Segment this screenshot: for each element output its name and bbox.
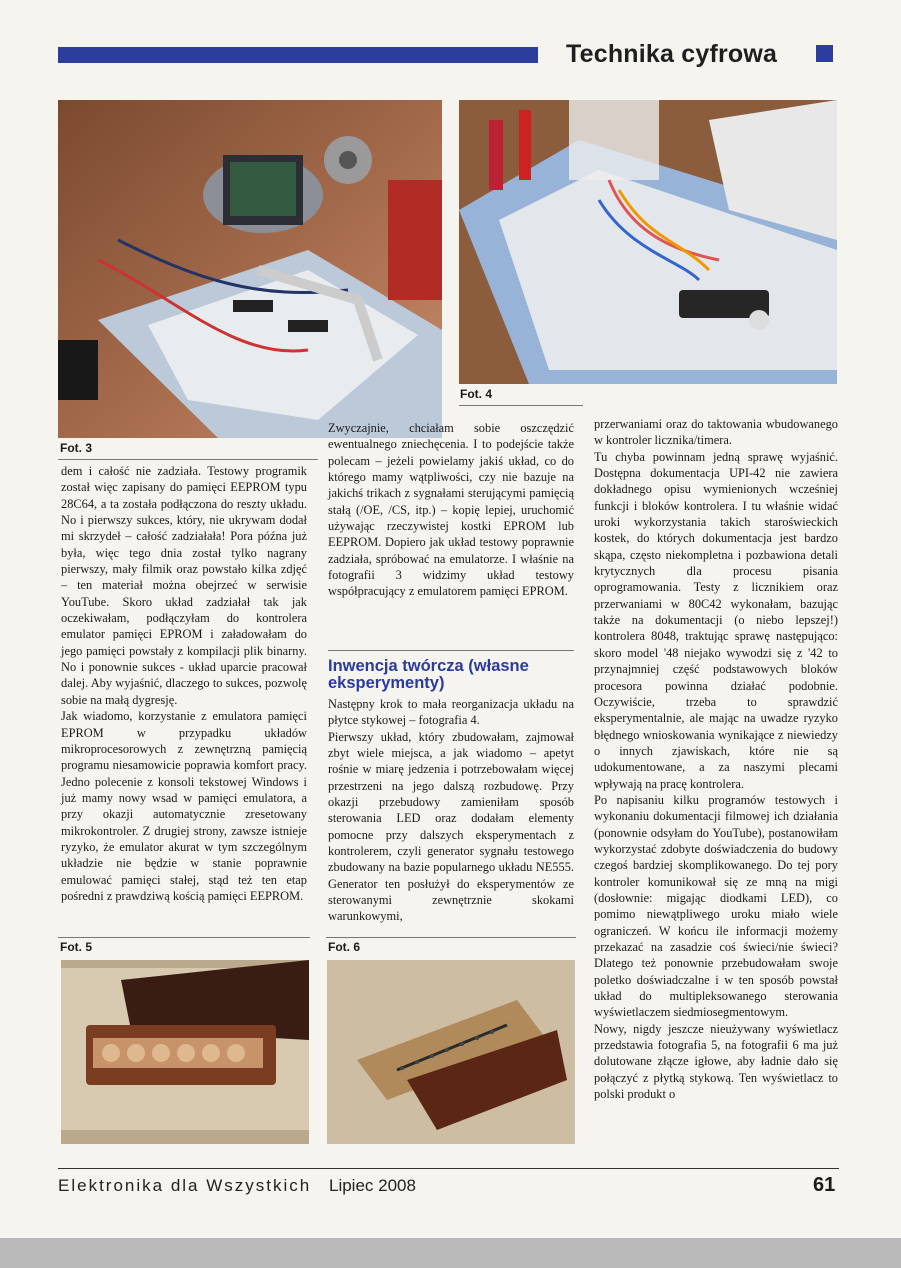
- section-rule: [328, 650, 574, 651]
- paragraph: Nowy, nigdy jeszcze nieużywany wyświetlacz przedstawia fotografia 5, na fotografii 6 ma już dolutowane złącze igłowe, aby ładnie dało się połączyć z płytką stykową. Ten wyświetlacz to polski produkt o: [594, 1021, 838, 1102]
- footer-issue: Lipiec 2008: [329, 1176, 416, 1195]
- caption-fot4: Fot. 4: [460, 387, 492, 401]
- caption-fot3: Fot. 3: [60, 441, 92, 455]
- header-bar: [58, 47, 538, 63]
- footer-rule: [58, 1168, 839, 1169]
- paragraph: Jak wiadomo, korzystanie z emulatora pamięci EPROM w przypadku układów mikroprocesorowych z zewnętrzną pamięcią programu niesamowicie poprawia komfort pracy. Jedno polecenie z konsoli tekstowej Windows i już mamy nowy wsad w pamięci emulatora, a przy okazji automatycznie zresetowany mikrokontroler. Z drugiej strony, zawsze istnieje ryzyko, że emulator akurat w tym szczególnym układzie nie będzie w stanie poprawnie emulować pamięci stałej, stąd też ten etap pośredni z prawdziwą kością pamięci EEPROM.: [61, 709, 307, 903]
- paragraph: Zwyczajnie, chciałam sobie oszczędzić ewentualnego zniechęcenia. I to podejście także polecam – jeżeli powielamy jakiś układ, co do którego mamy wątpliwości, czy nie bazuje na jakichś trikach z sygnałami sterującymi pamięcią stałą (/OE, /CS, itp.) – kopię lepiej, uruchomić używając rzeczywistej kostki EPROM lub EEPROM. Dopiero jak układ testowy poprawnie zadziała, spróbować na emulatorze. I właśnie na fotografii 3 widzimy układ testowy współpracujący z emulatorem pamięci EPROM.: [328, 421, 574, 599]
- caption-rule: [58, 937, 310, 938]
- caption-fot6: Fot. 6: [328, 940, 360, 954]
- section-title: Technika cyfrowa: [566, 40, 778, 68]
- page-number: 61: [813, 1174, 836, 1196]
- paragraph: przerwaniami oraz do taktowania wbudowanego w kontroler licznika/timera.: [594, 417, 838, 448]
- column-2-text-bottom: [328, 696, 574, 925]
- scan-edge: [0, 1238, 901, 1268]
- photo-6: [327, 960, 575, 1144]
- column-2-text: [328, 420, 574, 600]
- section-heading: Inwencja twórcza (własne eksperymenty): [328, 657, 529, 692]
- photo-4: [459, 100, 837, 384]
- photo-3: [58, 100, 442, 438]
- paragraph: Tu chyba powinnam jedną sprawę wyjaśnić. Dostępna dokumentacja UPI-42 nie zawiera dokładnego opisu wymienionych wcześniej funkcji i bloków kontrolera. I tu właśnie widać uroki wykorzystania takich staroświeckich kostek, do których dokumentacja jest bardzo skąpa, często niekompletna i pozbawiona detali krytycznych dla procesu pisania oprogramowania. Testy z licznikiem oraz przerwaniami w 80C42 wykonałam, bazując także na dokumentacji (o niebo lepszej!) kontrolera 8048, traktując sprawę następująco: skoro model '48 niejako wywodzi się z '42 to przynajmniej część podstawowych bloków procesora powinna działać podobnie. Oczywiście, trzeba to sprawdzić eksperymentalnie, ale mając na uwadze ryzyko błędnego wnioskowania wynikające z niewiedzy o innych zjawiskach, które nie są udokumentowane, a za naszymi plecami wpływają na pracę kontrolera.: [594, 449, 838, 791]
- paragraph: Następny krok to mała reorganizacja układu na płytce stykowej – fotografia 4.: [328, 697, 574, 728]
- footer-magazine: Elektronika dla Wszystkich: [58, 1176, 312, 1195]
- column-3-text: [594, 416, 838, 1102]
- caption-rule: [459, 405, 583, 406]
- paragraph: Pierwszy układ, który zbudowałam, zajmował zbyt wiele miejsca, a jak wiadomo – apetyt rośnie w miarę jedzenia i potrzebowałam więcej przestrzeni na jego dalszą rozbudowę. Przy okazji przebudowy zamieniłam sposób sterowania LED oraz dodałam elementy pomocne przy dalszych eksperymentach z kontrolerem, czyli generator sygnału testowego zbudowany na bazie popularnego układu NE555. Generator ten posłużył do eksperymentów ze sterowanymi zewnętrznie skokami warunkowymi,: [328, 729, 574, 924]
- caption-rule: [58, 459, 318, 460]
- photo-5: [61, 960, 309, 1144]
- header-square: [816, 45, 833, 62]
- caption-fot5: Fot. 5: [60, 940, 92, 954]
- column-1-text: [61, 463, 307, 904]
- paragraph: Po napisaniu kilku programów testowych i wykonaniu dokumentacji filmowej ich działania (ponownie odsyłam do YouTube), postanowiłam wykorzystać zdobyte doświadczenia do budowy czegoś bardziej skomplikowanego. Do tej pory kontroler komunikował się ze mną na migi (dosłownie: migając diodkami LED), co pomimo niewątpliwego uroku miało wiele ograniczeń. W końcu ile informacji możemy przekazać na zasadzie coś świeci/nie świeci? Dlatego też ponownie przebudowałam swoje poletko doświadczalne i w ten sposób powstał układ do multipleksowanego sterowania wyświetlaczem siedmiosegmentowym.: [594, 792, 838, 1020]
- paragraph: dem i całość nie zadziała. Testowy programik został więc zapisany do pamięci EEPROM typu 28C64, a ta została podłączona do reszty układu. No i pierwszy sukces, który, nie ukrywam dodał mi skrzydeł – całość zadziałała! Pora późna już była, więc tego dnia został tylko nagrany pierwszy, mały filmik oraz powstało kilka zdjęć – ten materiał można obejrzeć w serwisie YouTube. Skoro układ zadziałał tak jak oczekiwałam, podłączyłam do kontrolera emulator pamięci EPROM i załadowałam do jego pamięci powstały z kompilacji plik binarny. No i ponownie sukces - układ uparcie pracował dalej. Aby wyjaśnić, dlaczego to sukces, pozwolę sobie na małą dygresję.: [61, 464, 307, 707]
- caption-rule: [326, 937, 576, 938]
